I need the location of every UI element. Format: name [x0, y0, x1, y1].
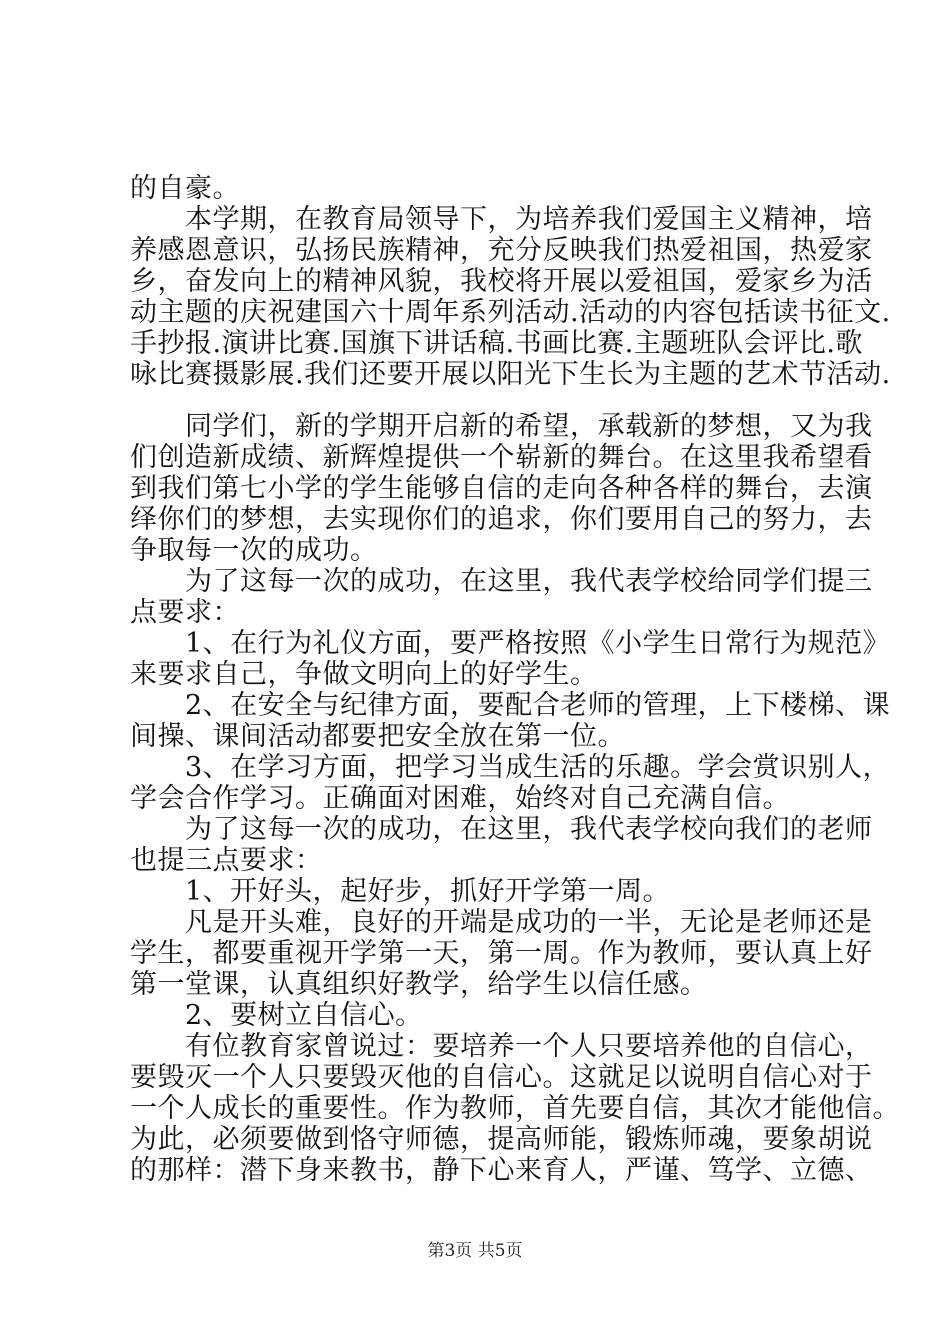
text-line: 为此，必须要做到恪守师德，提高师能，锻炼师魂，要象胡说 — [130, 1124, 873, 1155]
page-number-footer: 第3页 共5页 — [427, 1241, 523, 1261]
text-line: 养感恩意识，弘扬民族精神，充分反映我们热爱祖国，热爱家 — [130, 235, 873, 266]
text-line: 乡，奋发向上的精神风貌，我校将开展以爱祖国，爱家乡为活 — [130, 266, 873, 297]
text-line: 有位教育家曾说过：要培养一个人只要培养他的自信心， — [130, 1031, 873, 1062]
text-line: 要毁灭一个人只要毁灭他的自信心。这就足以说明自信心对于 — [130, 1062, 873, 1093]
text-line: 到我们第七小学的学生能够自信的走向各种各样的舞台，去演 — [130, 473, 873, 504]
text-line: 一个人成长的重要性。作为教师，首先要自信，其次才能他信。 — [130, 1093, 900, 1124]
text-line: 学生，都要重视开学第一天，第一周。作为教师，要认真上好 — [130, 938, 873, 969]
text-line: 们创造新成绩、新辉煌提供一个崭新的舞台。在这里我希望看 — [130, 442, 873, 473]
text-line: 学会合作学习。正确面对困难，始终对自己充满自信。 — [130, 783, 790, 814]
text-line: 点要求： — [130, 597, 240, 628]
text-line: 2、要树立自信心。 — [130, 1000, 423, 1031]
text-line: 也提三点要求： — [130, 845, 323, 876]
text-line: 2、在安全与纪律方面，要配合老师的管理，上下楼梯、课 — [130, 690, 891, 721]
text-line: 第一堂课，认真组织好教学，给学生以信任感。 — [130, 969, 708, 1000]
text-line: 争取每一次的成功。 — [130, 535, 378, 566]
text-line: 咏比赛摄影展.我们还要开展以阳光下生长为主题的艺术节活动. — [130, 359, 891, 390]
text-line: 间操、课间活动都要把安全放在第一位。 — [130, 721, 625, 752]
text-line: 1、在行为礼仪方面，要严格按照《小学生日常行为规范》 — [130, 628, 891, 659]
text-line: 本学期，在教育局领导下，为培养我们爱国主义精神，培 — [130, 204, 873, 235]
text-line: 同学们，新的学期开启新的希望，承载新的梦想，又为我 — [130, 411, 873, 442]
text-line: 为了这每一次的成功，在这里，我代表学校给同学们提三 — [130, 566, 873, 597]
text-line: 动主题的庆祝建国六十周年系列活动.活动的内容包括读书征文. — [130, 297, 891, 328]
text-line: 的那样：潜下身来教书，静下心来育人，严谨、笃学、立德、 — [130, 1155, 873, 1186]
text-line: 凡是开头难，良好的开端是成功的一半，无论是老师还是 — [130, 907, 873, 938]
text-line: 的自豪。 — [130, 173, 240, 204]
text-line: 为了这每一次的成功，在这里，我代表学校向我们的老师 — [130, 814, 873, 845]
text-line: 手抄报.演讲比赛.国旗下讲话稿.书画比赛.主题班队会评比.歌 — [130, 328, 863, 359]
text-line: 1、开好头，起好步，抓好开学第一周。 — [130, 876, 671, 907]
text-line: 3、在学习方面，把学习当成生活的乐趣。学会赏识别人， — [130, 752, 891, 783]
text-line: 绎你们的梦想，去实现你们的追求，你们要用自己的努力，去 — [130, 504, 873, 535]
text-line: 来要求自己，争做文明向上的好学生。 — [130, 659, 598, 690]
